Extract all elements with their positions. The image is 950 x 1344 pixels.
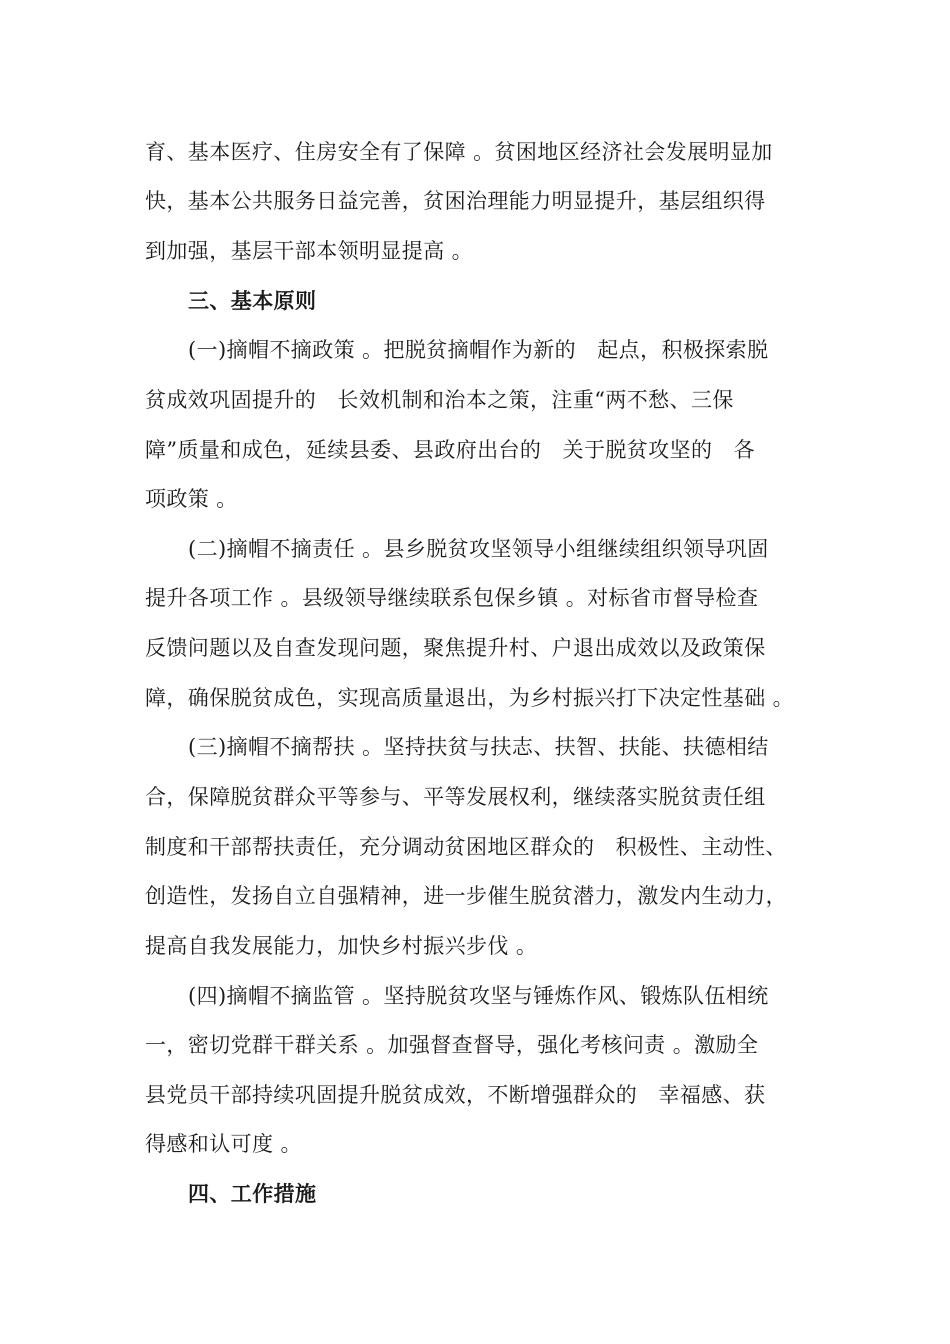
paragraph-line: 贫成效巩固提升的 长效机制和治本之策，注重“两不愁、三保 [145, 388, 734, 412]
paragraph-line: 到加强，基层干部本领明显提高 。 [145, 239, 474, 263]
section-heading-measures: 四、工作措施 [188, 1181, 317, 1206]
paragraph-line: 项政策 。 [145, 487, 238, 511]
paragraph-line: 育、基本医疗、住房安全有了保障 。贫困地区经济社会发展明显加 [145, 140, 773, 164]
paragraph-line: 障”质量和成色，延续县委、县政府出台的 关于脱贫攻坚的 各 [145, 438, 755, 462]
paragraph-line: 得感和认可度 。 [145, 1132, 302, 1156]
paragraph-line: (二)摘帽不摘责任 。县乡脱贫攻坚领导小组继续组织领导巩固 [188, 537, 769, 561]
paragraph-line: 制度和干部帮扶责任，充分调动贫困地区群众的 积极性、主动性、 [145, 835, 787, 859]
paragraph-line: 合，保障脱贫群众平等参与、平等发展权利，继续落实脱贫责任组 [145, 785, 766, 809]
paragraph-line: 县党员干部持续巩固提升脱贫成效，不断增强群众的 幸福感、获 [145, 1083, 766, 1107]
paragraph-line: (三)摘帽不摘帮扶 。坚持扶贫与扶志、扶智、扶能、扶德相结 [188, 735, 769, 759]
paragraph-line: (四)摘帽不摘监管 。坚持脱贫攻坚与锤炼作风、锻炼队伍相统 [188, 984, 769, 1008]
paragraph-line: 提高自我发展能力，加快乡村振兴步伐 。 [145, 934, 538, 958]
paragraph-line: (一)摘帽不摘政策 。把脱贫摘帽作为新的 起点，积极探索脱 [188, 338, 769, 362]
paragraph-line: 一，密切党群干群关系 。加强督查督导，强化考核问责 。激励全 [145, 1033, 759, 1057]
paragraph-line: 障，确保脱贫成色，实现高质量退出，为乡村振兴打下决定性基础 。 [145, 686, 795, 710]
section-heading-principles: 三、基本原则 [188, 288, 317, 313]
paragraph-line: 提升各项工作 。县级领导继续联系包保乡镇 。对标省市督导检查 [145, 586, 759, 610]
paragraph-line: 快，基本公共服务日益完善，贫困治理能力明显提升，基层组织得 [145, 189, 766, 213]
paragraph-line: 反馈问题以及自查发现问题，聚焦提升村、户退出成效以及政策保 [145, 636, 766, 660]
paragraph-line: 创造性，发扬自立自强精神，进一步催生脱贫潜力，激发内生动力， [145, 884, 787, 908]
